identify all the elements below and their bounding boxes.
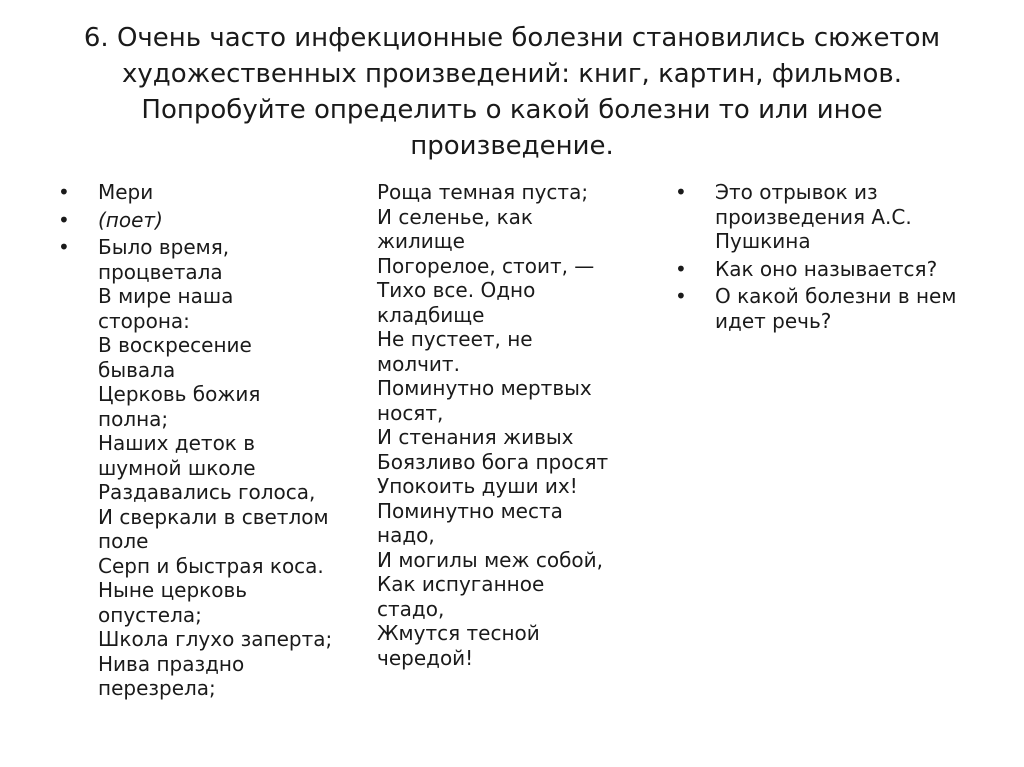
poem-line: сторона: — [98, 308, 190, 333]
poem-line: Серп и быстрая коса. — [98, 553, 324, 578]
poem-line: Упокоить души их! — [377, 474, 578, 498]
poem-line: Как испуганное — [377, 572, 545, 596]
bullet-icon: • — [675, 180, 687, 204]
poem-line: Боязливо бога просят — [377, 449, 609, 474]
left-column — [58, 180, 348, 704]
poem-line: молчит. — [377, 351, 460, 376]
poem-line: И сверкали в светлом — [98, 504, 329, 529]
poem-line: жилище — [377, 229, 465, 253]
poem-line: Погорелое, стоит, — — [377, 253, 595, 278]
question-disease: О какой болезни в нем идет речь? — [715, 284, 957, 333]
poem-line: Школа глухо заперта; — [98, 627, 333, 651]
poem-line: шумной школе — [98, 455, 256, 480]
poem-line: Поминутно мертвых — [377, 376, 592, 400]
list-item — [58, 235, 348, 701]
stage-direction: (поет) — [98, 207, 163, 232]
poem-line: носят, — [377, 400, 444, 425]
poem-line: надо, — [377, 523, 435, 547]
list-item — [675, 257, 975, 282]
list-item — [58, 180, 348, 205]
poem-line: кладбище — [377, 302, 485, 327]
right-column — [675, 180, 975, 336]
poem-line: перезрела; — [98, 676, 216, 700]
poem-line: Роща темная пуста; — [377, 180, 589, 204]
poem-line: Не пустеет, не — [377, 327, 533, 351]
poem-line: Жмутся тесной — [377, 621, 540, 645]
poem-line: Церковь божия — [98, 382, 261, 406]
poem-line: стадо, — [377, 596, 445, 621]
poem-line: Нива праздно — [98, 651, 245, 676]
character-name: Мери — [98, 180, 154, 204]
bullet-icon: • — [58, 180, 70, 204]
bullet-icon: • — [675, 284, 687, 308]
bullet-icon: • — [58, 235, 70, 259]
list-item — [58, 208, 348, 233]
poem-line: процветала — [98, 259, 223, 284]
middle-column — [377, 180, 637, 670]
poem-line: Было время, — [98, 235, 230, 259]
poem-line: Раздавались голоса, — [98, 480, 316, 504]
poem-line: Поминутно места — [377, 498, 563, 523]
poem-line: Наших деток в — [98, 431, 256, 455]
question-title: Как оно называется? — [715, 256, 938, 281]
poem-verse-left — [98, 235, 348, 701]
right-bullet-list — [675, 180, 975, 333]
poem-line: опустела; — [98, 602, 202, 627]
left-bullet-list — [58, 180, 348, 701]
poem-line: полна; — [98, 406, 169, 431]
list-item — [675, 180, 975, 254]
bullet-icon: • — [675, 256, 687, 281]
list-item — [675, 284, 975, 333]
poem-line: Тихо все. Одно — [377, 278, 536, 302]
poem-line: поле — [98, 529, 149, 553]
poem-line: В воскресение — [98, 333, 252, 357]
poem-line: В мире наша — [98, 284, 234, 308]
poem-line: И стенания живых — [377, 425, 574, 449]
poem-line: бывала — [98, 357, 176, 382]
question-context: Это отрывок из произведения А.С. Пушкина — [715, 180, 912, 253]
poem-line: И могилы меж собой, — [377, 547, 604, 572]
slide-title: 6. Очень часто инфекционные болезни становились сюжетом художественных произведений: книг, картин, фильмов. Попробуйте определить о какой болезни то или иное произведение. — [83, 23, 941, 161]
bullet-icon: • — [58, 207, 70, 232]
poem-line: И селенье, как — [377, 204, 534, 229]
poem-line: Ныне церковь — [98, 578, 248, 602]
poem-line: чередой! — [377, 645, 474, 670]
